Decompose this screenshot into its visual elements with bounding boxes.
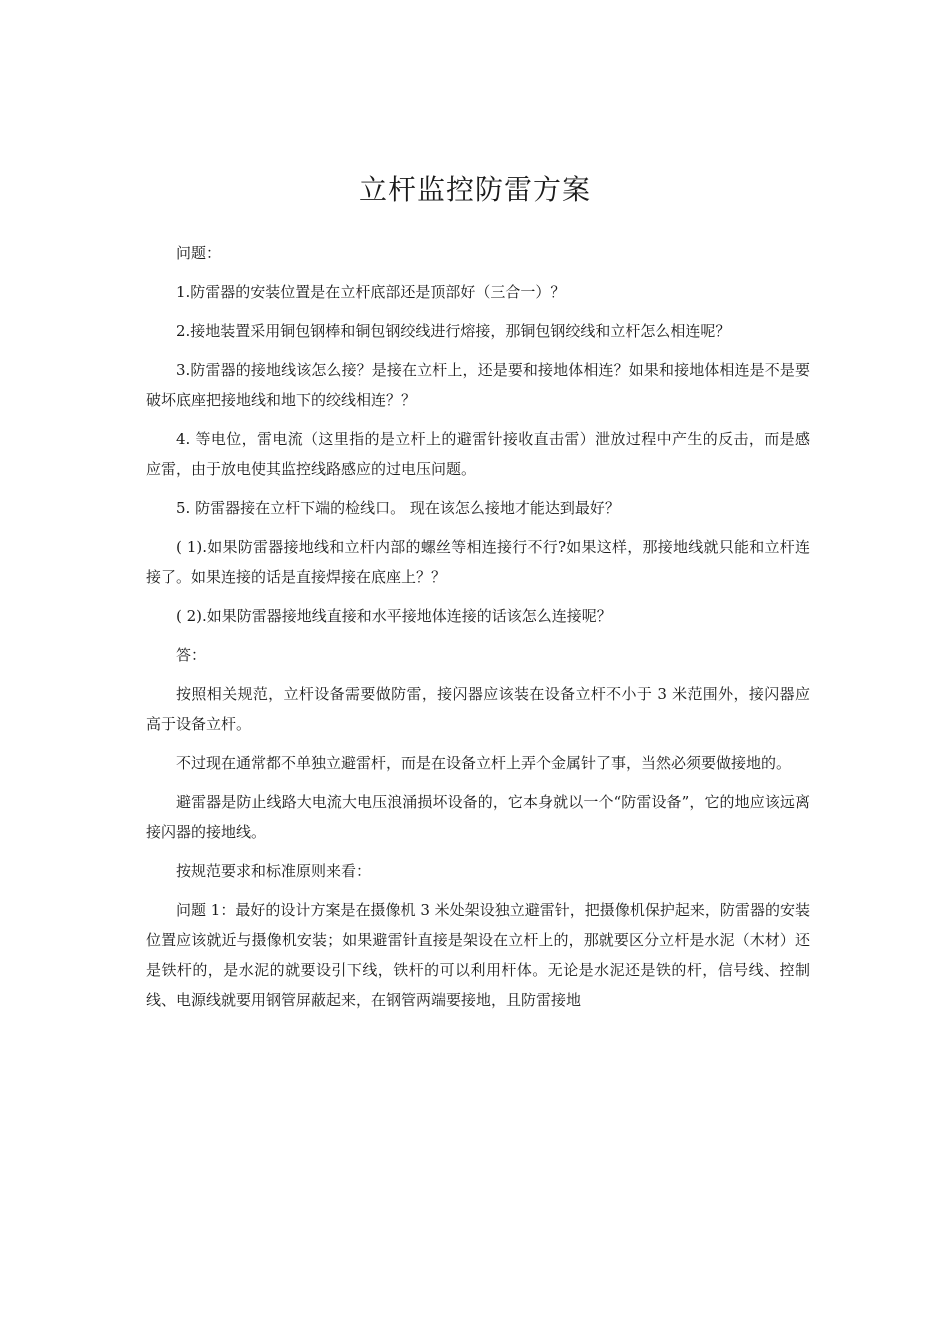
paragraph-answer-heading: 答： bbox=[176, 646, 207, 664]
paragraph-answer-3: 避雷器是防止线路大电流大电压浪涌损坏设备的，它本身就以一个“防雷设备”，它的地应该远离接闪器的接地线。 bbox=[146, 793, 810, 841]
paragraph-question-1: 1.防雷器的安装位置是在立杆底部还是顶部好（三合一）？ bbox=[176, 283, 566, 301]
paragraph-answer-4: 按规范要求和标准原则来看： bbox=[176, 862, 372, 880]
document-body bbox=[146, 238, 810, 1024]
paragraph-question-5: 5. 防雷器接在立杆下端的检线口。 现在该怎么接地才能达到最好？ bbox=[176, 499, 620, 517]
paragraph-question-3: 3.防雷器的接地线该怎么接？是接在立杆上，还是要和接地体相连？如果和接地体相连是不是要破坏底座把接地线和地下的绞线相连？？ bbox=[146, 361, 810, 409]
document-title: 立杆监控防雷方案 bbox=[358, 173, 591, 206]
paragraph-answer-1: 按照相关规范，立杆设备需要做防雷，接闪器应该装在设备立杆不小于 3 米范围外，接闪器应高于设备立杆。 bbox=[146, 685, 810, 733]
paragraph-question-4: 4. 等电位，雷电流（这里指的是立杆上的避雷针接收直击雷）泄放过程中产生的反击，而是感应雷，由于放电使其监控线路感应的过电压问题。 bbox=[146, 430, 810, 478]
paragraph-question-5-2: ( 2).如果防雷器接地线直接和水平接地体连接的话该怎么连接呢？ bbox=[176, 607, 612, 625]
paragraph-question-5-1: ( 1).如果防雷器接地线和立杆内部的螺丝等相连接行不行?如果这样，那接地线就只能和立杆连接了。如果连接的话是直接焊接在底座上？？ bbox=[146, 538, 810, 586]
paragraph-answer-5: 问题 1：最好的设计方案是在摄像机 3 米处架设独立避雷针，把摄像机保护起来，防雷器的安装位置应该就近与摄像机安装；如果避雷针直接是架设在立杆上的，那就要区分立杆是水泥（木材）还是铁杆的，是水泥的就要设引下线，铁杆的可以利用杆体。无论是水泥还是铁的杆，信号线、控制线、电源线就要用钢管屏蔽起来，在钢管两端要接地，且防雷接地 bbox=[146, 901, 810, 1009]
paragraph-questions-heading: 问题： bbox=[176, 244, 222, 262]
paragraph-answer-2: 不过现在通常都不单独立避雷杆，而是在设备立杆上弄个金属针了事，当然必须要做接地的。 bbox=[176, 754, 792, 772]
paragraph-question-2: 2.接地装置采用铜包钢棒和铜包钢绞线进行熔接，那铜包钢绞线和立杆怎么相连呢？ bbox=[176, 322, 731, 340]
